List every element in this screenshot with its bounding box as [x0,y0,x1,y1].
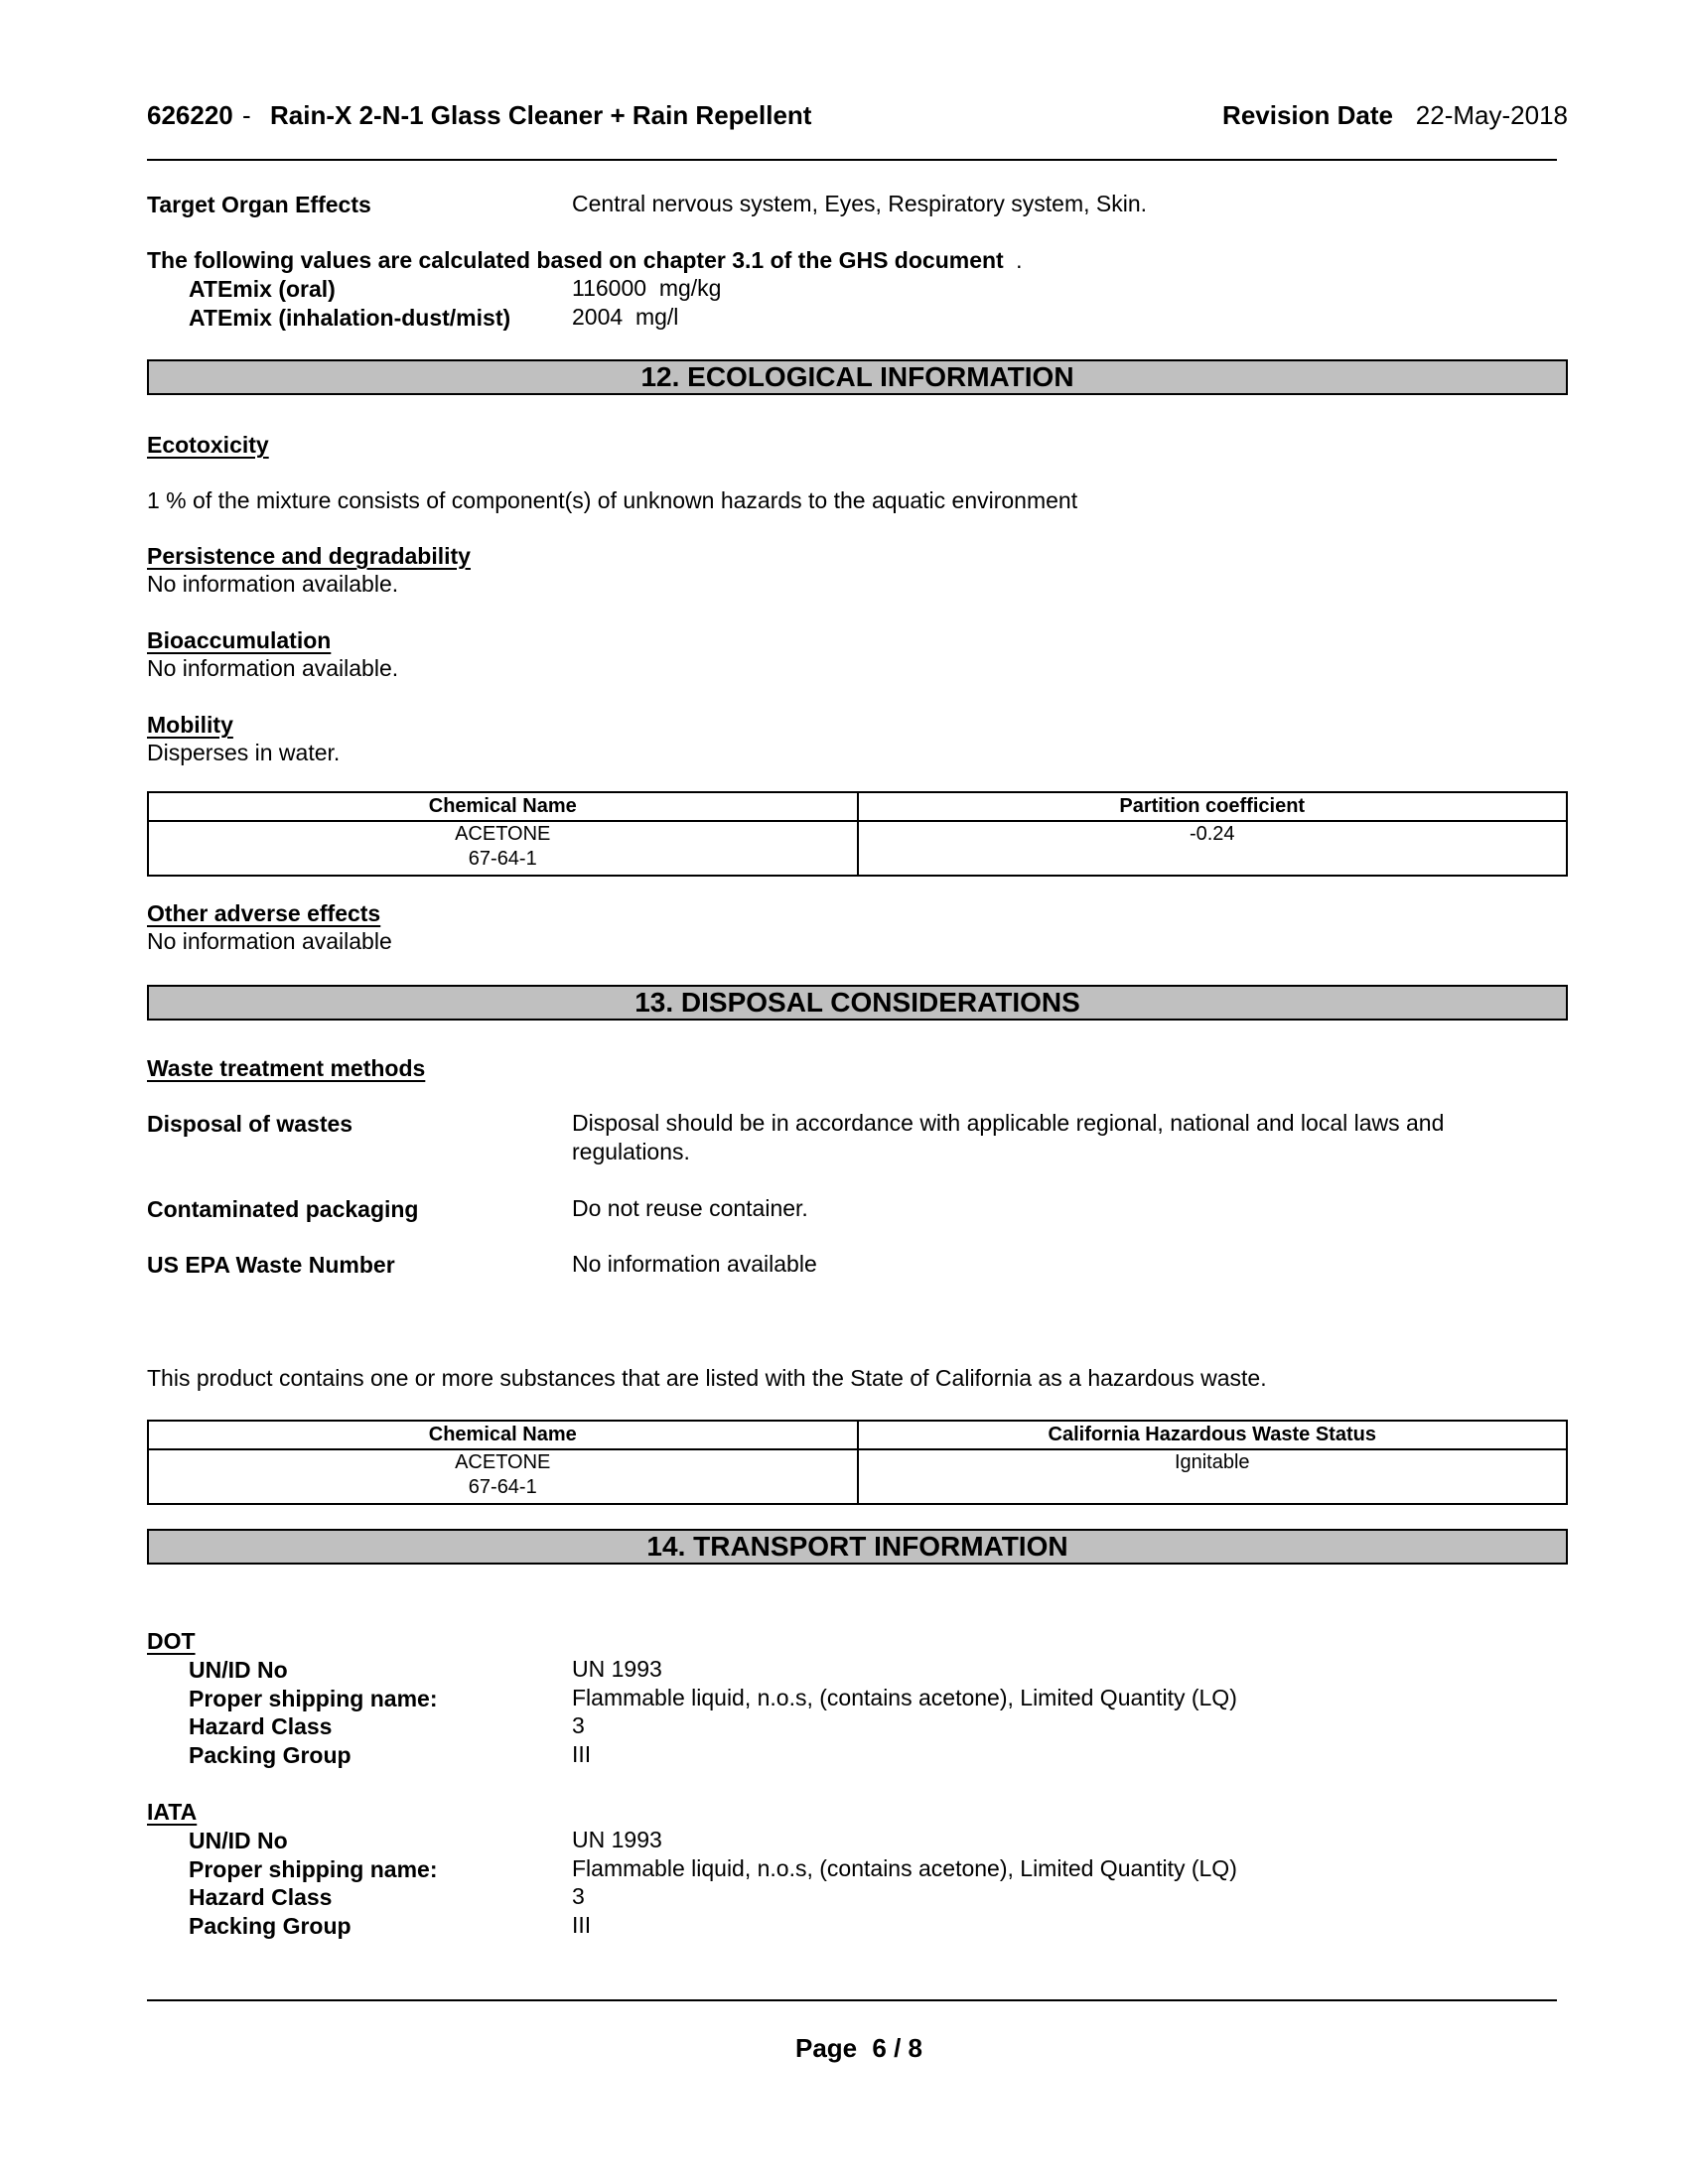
iata-psn-label: Proper shipping name: [189,1856,438,1882]
chemical-name: ACETONE [455,1451,551,1473]
table-row [148,1449,1567,1504]
iata-hazard-class-value: 3 [572,1883,585,1909]
chemical-name-cell [148,821,858,876]
disposal-of-wastes-label: Disposal of wastes [147,1111,353,1137]
document-header [147,100,1568,134]
dot-packing-group-value: III [572,1741,592,1767]
product-code: 626220 [147,100,233,130]
persistence-text: No information available. [147,571,399,597]
cas-number: 67-64-1 [468,1476,537,1498]
contaminated-packaging-text: Do not reuse container. [572,1195,808,1221]
iata-hazard-class-label: Hazard Class [189,1884,333,1910]
section-12-banner: 12. ECOLOGICAL INFORMATION [147,359,1568,395]
chemical-name: ACETONE [455,823,551,845]
table-header-partition-coefficient: Partition coefficient [858,792,1568,821]
table-header-chemical-name: Chemical Name [148,792,858,821]
iata-packing-group-label: Packing Group [189,1913,352,1939]
footer-rule [147,1999,1557,2001]
dot-heading: DOT [147,1628,196,1654]
section-14-banner: 14. TRANSPORT INFORMATION [147,1529,1568,1565]
atemix-oral-label: ATEmix (oral) [189,276,336,302]
table-header-california-status: California Hazardous Waste Status [858,1421,1568,1449]
mobility-text: Disperses in water. [147,740,341,765]
table-header-chemical-name: Chemical Name [148,1421,858,1449]
cas-number: 67-64-1 [468,848,537,870]
persistence-heading: Persistence and degradability [147,543,471,569]
bioaccumulation-text: No information available. [147,655,399,681]
dot-un-value: UN 1993 [572,1656,662,1682]
dot-psn-value: Flammable liquid, n.o.s, (contains acetone), Limited Quantity (LQ) [572,1685,1237,1710]
calc-note-text: The following values are calculated based on chapter 3.1 of the GHS document [147,247,1004,273]
atemix-inhalation-value: 2004 mg/l [572,304,679,330]
header-separator: - [242,100,251,130]
section-13-banner: 13. DISPOSAL CONSIDERATIONS [147,985,1568,1021]
product-name: Rain-X 2-N-1 Glass Cleaner + Rain Repellent [270,100,812,130]
california-waste-table [147,1420,1568,1505]
epa-waste-number-text: No information available [572,1251,817,1277]
calc-note [147,247,1022,274]
dot-psn-label: Proper shipping name: [189,1686,438,1711]
atemix-inhalation-label: ATEmix (inhalation-dust/mist) [189,305,511,331]
target-organ-value: Central nervous system, Eyes, Respiratory system, Skin. [572,191,1148,216]
dot-hazard-class-value: 3 [572,1712,585,1738]
chemical-name-cell [148,1449,858,1504]
disposal-of-wastes-text-line1: Disposal should be in accordance with applicable regional, national and local laws and [572,1110,1445,1136]
page-value: 6 / 8 [872,2033,922,2063]
revision-date-label: Revision Date [1222,100,1393,130]
target-organ-label: Target Organ Effects [147,192,371,217]
mobility-heading: Mobility [147,712,233,738]
dot-hazard-class-label: Hazard Class [189,1713,333,1739]
waste-treatment-heading: Waste treatment methods [147,1055,426,1081]
dot-un-label: UN/ID No [189,1657,288,1683]
bioaccumulation-heading: Bioaccumulation [147,627,332,653]
disposal-of-wastes-text-line2: regulations. [572,1139,690,1164]
california-status-value: Ignitable [858,1449,1568,1504]
contaminated-packaging-label: Contaminated packaging [147,1196,419,1222]
dot-packing-group-label: Packing Group [189,1742,352,1768]
iata-un-label: UN/ID No [189,1828,288,1853]
california-waste-note: This product contains one or more substances that are listed with the State of California as a hazardous waste. [147,1365,1267,1391]
iata-psn-value: Flammable liquid, n.o.s, (contains acetone), Limited Quantity (LQ) [572,1855,1237,1881]
partition-coefficient-value: -0.24 [858,821,1568,876]
atemix-oral-value: 116000 mg/kg [572,275,722,301]
other-adverse-heading: Other adverse effects [147,900,381,926]
ecotoxicity-text: 1 % of the mixture consists of component(s) of unknown hazards to the aquatic environment [147,487,1078,513]
iata-packing-group-value: III [572,1912,592,1938]
epa-waste-number-label: US EPA Waste Number [147,1252,395,1278]
ecotoxicity-heading: Ecotoxicity [147,432,269,458]
revision-date: 22-May-2018 [1415,100,1568,130]
iata-un-value: UN 1993 [572,1827,662,1852]
partition-coefficient-table [147,791,1568,877]
other-adverse-text: No information available [147,928,392,954]
table-row [148,821,1567,876]
page-number [0,2033,1688,2064]
calc-note-suffix: . [1016,247,1023,273]
iata-heading: IATA [147,1799,198,1825]
header-rule [147,159,1557,161]
page-label: Page [795,2033,858,2063]
